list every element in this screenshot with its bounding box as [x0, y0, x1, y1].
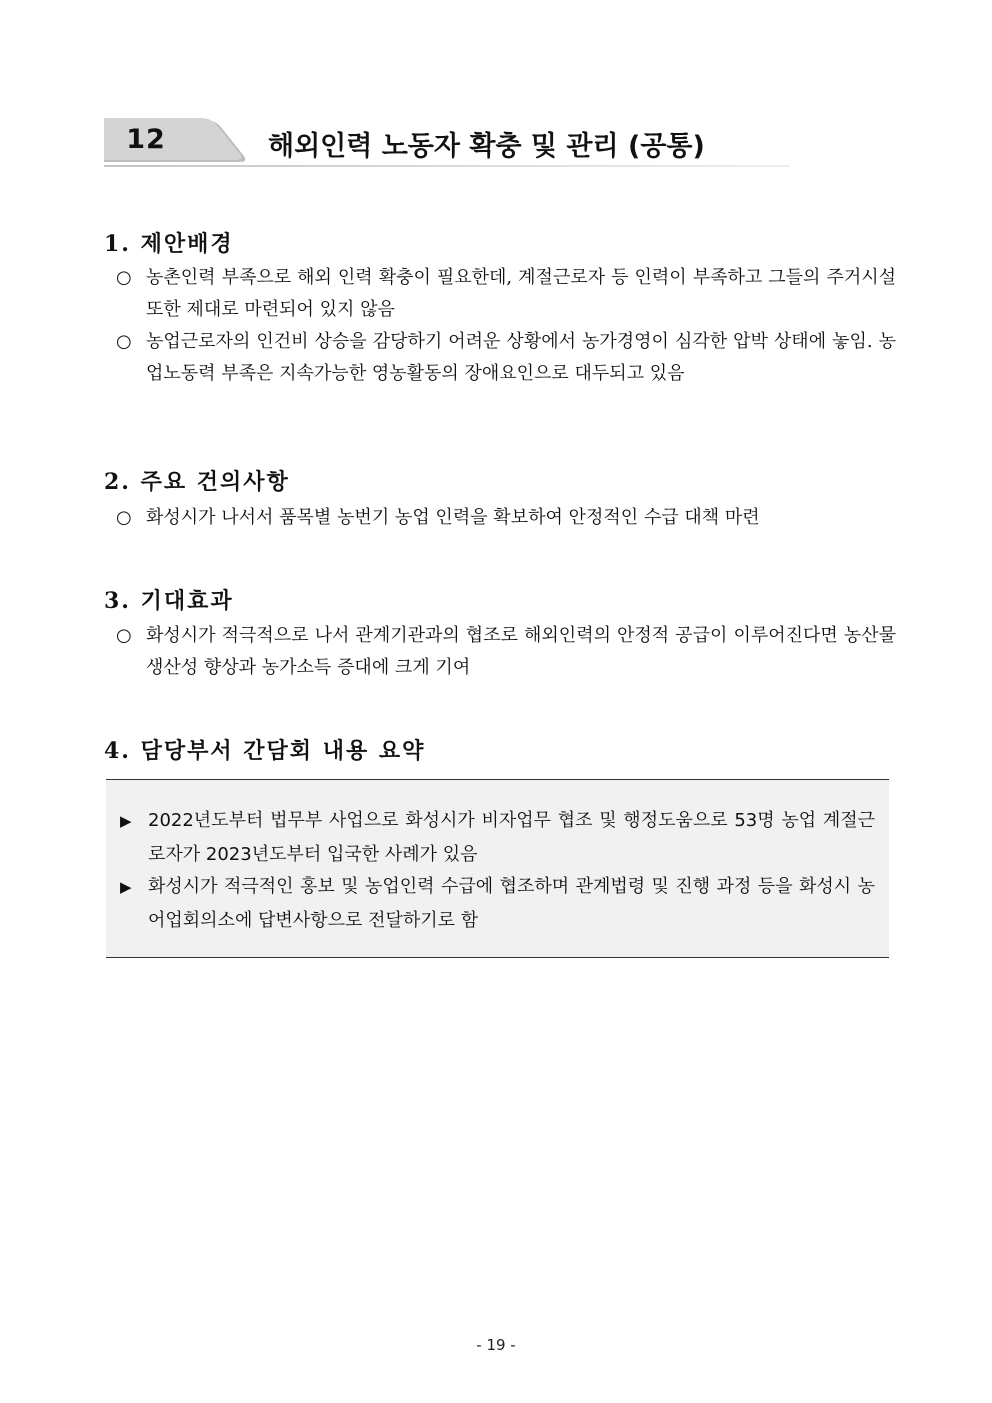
list-item-text: 화성시가 나서서 품목별 농번기 농업 인력을 확보하여 안정적인 수급 대책 마련 — [146, 507, 760, 528]
triangle-bullet-icon: ▶ — [120, 878, 132, 896]
summary-item — [120, 804, 875, 872]
list-item — [116, 620, 896, 684]
list-item — [116, 502, 896, 534]
section-header-banner — [104, 118, 790, 170]
list-item-text: 농업근로자의 인건비 상승을 감당하기 어려운 상황에서 농가경영이 심각한 압박 상태에 놓임. 농업노동력 부족은 지속가능한 영농활동의 장애요인으로 대두되고 있음 — [146, 331, 896, 384]
section-heading: 해외인력 노동자 확충 및 관리 (공통) — [268, 131, 705, 162]
section-title-background: 1. 제안배경 — [104, 231, 234, 257]
list-item-text: 화성시가 적극적으로 나서 관계기관과의 협조로 해외인력의 안정적 공급이 이루어진다면 농산물 생산성 향상과 농가소득 증대에 크게 기여 — [146, 625, 896, 678]
section-title-proposals: 2. 주요 건의사항 — [104, 469, 290, 495]
list-item — [116, 326, 896, 390]
summary-item-text: 화성시가 적극적인 홍보 및 농업인력 수급에 협조하며 관계법령 및 진행 과정 등을 화성시 농어업회의소에 답변사항으로 전달하기로 함 — [148, 876, 875, 931]
section-title-expected-effects: 3. 기대효과 — [104, 588, 234, 614]
summary-item-text: 2022년도부터 법무부 사업으로 화성시가 비자업무 협조 및 행정도움으로 53명 농업 계절근로자가 2023년도부터 입국한 사례가 있음 — [148, 810, 875, 865]
circle-bullet-icon: ○ — [116, 507, 132, 528]
list-item-text: 농촌인력 부족으로 해외 인력 확충이 필요한데, 계절근로자 등 인력이 부족하고 그들의 주거시설 또한 제대로 마련되어 있지 않음 — [146, 267, 896, 320]
section-number: 12 — [126, 124, 166, 155]
list-item — [116, 262, 896, 326]
circle-bullet-icon: ○ — [116, 625, 132, 646]
circle-bullet-icon: ○ — [116, 267, 132, 288]
section-title-meeting-summary: 4. 담당부서 간담회 내용 요약 — [104, 738, 426, 764]
circle-bullet-icon: ○ — [116, 331, 132, 352]
page-number: - 19 - — [476, 1336, 516, 1354]
summary-item — [120, 870, 875, 938]
meeting-summary-box — [106, 779, 889, 958]
triangle-bullet-icon: ▶ — [120, 812, 132, 830]
